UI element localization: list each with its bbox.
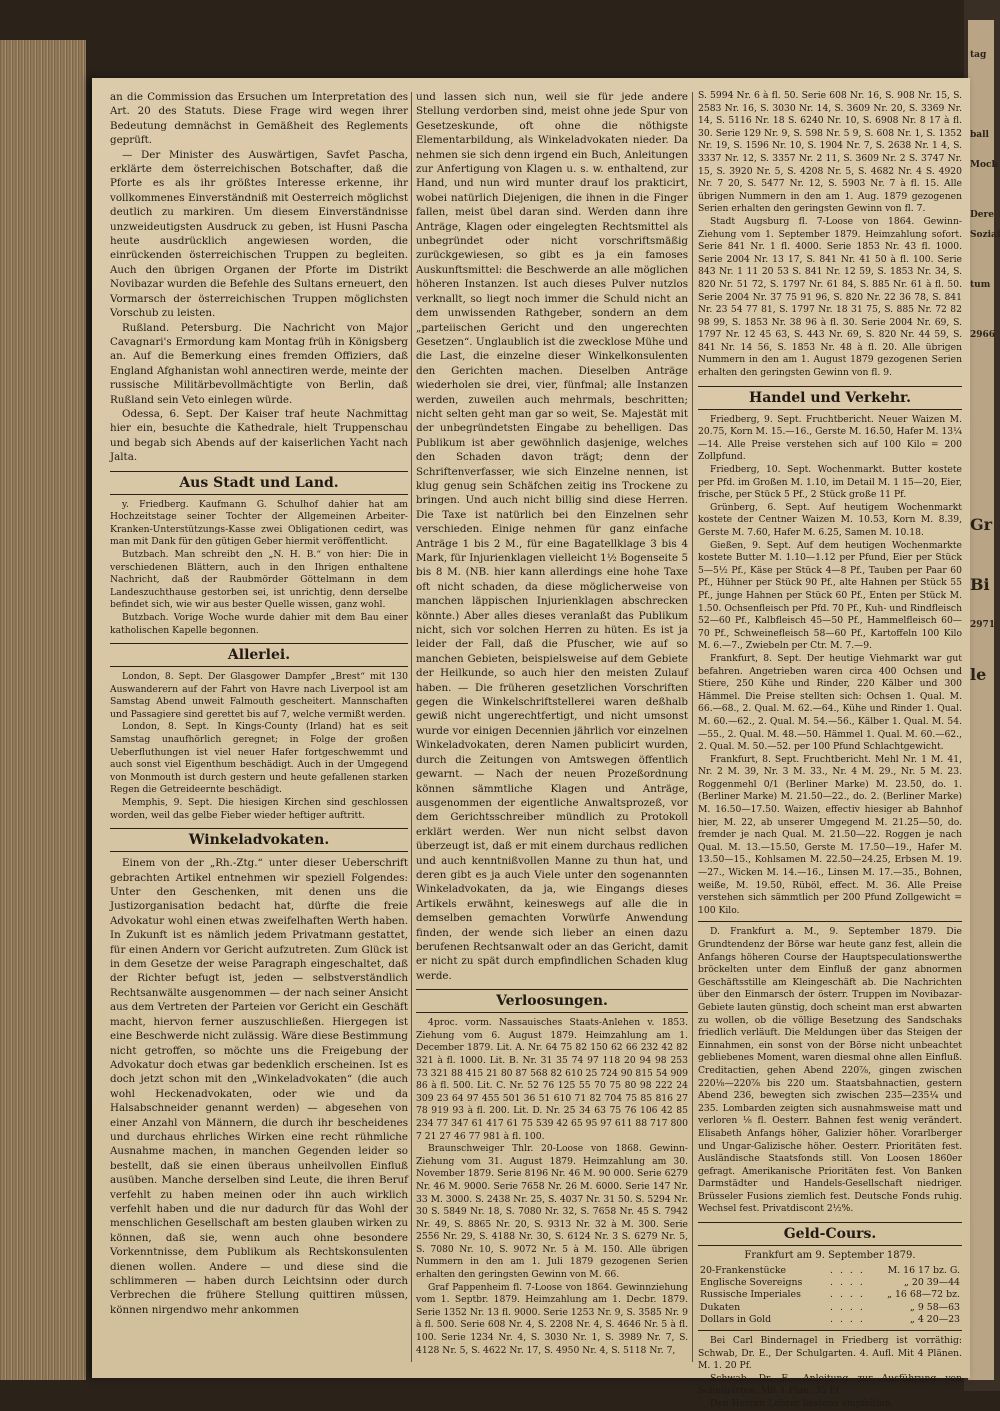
section-heading-stadt-land: Aus Stadt und Land. <box>110 471 408 495</box>
section-heading-winkeladvokaten: Winkeladvokaten. <box>110 828 408 852</box>
local-news-item: y. Friedberg. Kaufmann G. Schulhof dahier hat am Hochzeitstage seiner Tochter der Allgemeinen Arbeiter-Kranken-Unterstützungs-Kasse zwei Obligationen cedirt, was man mit Dank für den gütigen Geber hiermit veröffentlicht. <box>110 498 408 548</box>
section-heading-handel: Handel und Verkehr. <box>698 386 962 410</box>
article-paragraph: Einem von der „Rh.-Ztg.“ unter dieser Ueberschrift gebrachten Artikel entnehmen wir speziell Folgendes: Unter den Geschenken, mit denen uns die Justizorganisation bedacht hat, dürfte die freie Advokatur wohl einen etwas zweifelhaften Werth haben. In Zukunft ist es nämlich jedem Privatmann gestattet, für einen Andern vor Gericht aufzutreten. Zum Glück ist in dem Gesetze der weise Paragraph eingeschaltet, daß der Richter befugt ist, jeden — selbstverständlich Rechtsanwälte ausgenommen — der nach seiner Ansicht aus dem Vertreten der Parteien vor Gericht ein Geschäft macht, hiervon ferner auszuschließen. Hiergegen ist eine Beschwerde nicht zulässig. Wäre diese Bestimmung nicht getroffen, so möchte uns die Freigebung der Advokatur doch etwas gar bedenklich erscheinen. Ist es doch jetzt schon mit den „Winkeladvokaten“ (die auch wohl Heckenadvokaten, oder wie und da Halsabschneider genannt werden) — abgesehen von einer Anzahl von Männern, die durch ihr bescheidenes und durchaus ehrliches Wirken eine recht rühmliche Ausnahme machen, in manchen Gegenden leider so bestellt, daß sie einen überaus unheilvollen Einfluß ausüben. Manche derselben sind Leute, die ihren Beruf verfehlt zu haben meinen oder ihn auch wirklich verfehlt haben und die nur dadurch für das Wohl der menschlichen Gesellschaft am besten glauben wirken zu können, daß sie, wenn auch ohne besondere Vorkenntnisse, dem Publikum als Rechtskonsulenten dienen wollen. Andere — und diese sind die schlimmeren — haben durch Leichtsinn oder durch Verbrechen die frühere Stellung quittiren müssen, können nirgendwo mehr ankommen <box>110 857 408 1316</box>
rate-label: Dollars in Gold <box>700 1313 772 1325</box>
column-divider <box>411 92 412 1362</box>
section-heading-allerlei: Allerlei. <box>110 643 408 667</box>
section-heading-geld-cours: Geld-Cours. <box>698 1222 962 1246</box>
strip-fragment: Sozial <box>970 230 1000 240</box>
strip-fragment: le <box>970 665 987 684</box>
article-paragraph: Odessa, 6. Sept. Der Kaiser traf heute Nachmittag hier ein, besuchte die Kathedrale, hielt Truppenschau und begab sich Abends auf der kaiserlichen Yacht nach Jalta. <box>110 407 408 464</box>
rate-label: Englische Sovereigns <box>700 1277 803 1289</box>
table-row: Dollars in Gold . . . . „ 4 20—23 <box>700 1313 960 1325</box>
strip-fragment: ball <box>970 130 989 140</box>
news-item: London, 8. Sept. In Kings-County (Irland) hat es seit Samstag unaufhörlich geregnet; in Folge der großen Ueberfluthungen ist viel neuer Hafer fortgeschwemmt und auch sonst viel Eigenthum beschädigt. Auch in der Umgegend von Monmouth ist durch gestern und heute gefallenen starken Regen die Getreideernte beschädigt. <box>110 721 408 796</box>
article-paragraph: und lassen sich nun, weil sie für jede andere Stellung verdorben sind, meist ohne jede Spur von Gesetzeskunde, oft ohne die nöthigste Elementarbildung, als Winkeladvokaten nieder. Da nehmen sie sich denn irgend ein Buch, Anleitungen zur Anfertigung von Klagen u. s. w. enthaltend, zur Hand, und nun wird munter drauf los prakticirt, wobei natürlich Diejenigen, die ihnen in die Finger fallen, meist übel daran sind. Werden dann ihre Anträge, Klagen oder eingelegten Rechtsmittel als unbegründet oder nicht vorschriftsmäßig zurückgewiesen, so gibt es ja ein famoses Auskunftsmittel: die Beschwerde an alle möglichen höheren Instanzen. Ist auch dieses Pulver nutzlos verknallt, so liegt noch immer die Schuld nicht an dem unwissenden Rathgeber, sondern an dem „parteiischen Gericht und den ungerechten Gesetzen“. Unglaublich ist die zwecklose Mühe und die Last, die einzelne dieser Winkelkonsulenten den Gerichten machen. Dieselben Anträge wiederholen sie drei, vier, fünfmal; alle Instanzen werden, zuweilen auch mehrmals, beschritten; nicht selten geht man gar so weit, Se. Majestät mit der unbegründetsten Eingabe zu behelligen. Das Publikum ist aber gewöhnlich dasjenige, welches den Schaden davon trägt; denn der Schriftenverfasser, wie sich Einzelne nennen, ist klug genug sein Schäfchen zeitig ins Trockene zu bringen. Und auch nicht billig sind diese Herren. Die Taxe ist natürlich bei den Einzelnen sehr verschieden. Einige nehmen für ganz einfache Anträge 1 bis 2 M., für eine Bagatellklage 3 bis 4 Mark, für Injurienklagen vielleicht 1½ Bogenseite 5 bis 8 M. (NB. hier kann allerdings eine hohe Taxe oft nicht schaden, da diese möglicherweise von manchen läppischen Injurienklagen abschrecken könnte.) Aber alles dieses veranlaßt das Publikum nicht, sich vor solchen Herren zu hüten. Es ist ja leider der Fall, daß die Pfuscher, wie auf so manchen Gebieten, beispielsweise auf dem Gebiete der Heilkunde, so auch hier den meisten Zulauf haben. — Die früheren gesetzlichen Vorschriften gegen die Winkelschriftstellerei waren deßhalb gewiß nicht ungerechtfertigt, und nicht umsonst wurde vor einigen Decennien jährlich vor einzelnen Winkeladvokaten, deren Namen publicirt wurden, durch die Zeitungen von Amtswegen öffentlich gewarnt. — Nach der neuen Prozeßordnung können sämmtliche Klagen und Anträge, ausgenommen der eigentliche Anwaltsprozeß, vor dem Gerichtsschreiber mündlich zu Protokoll erklärt werden. Wer nun nicht selbst davon überzeugt ist, daß er mit einem durchaus redlichen und auch kenntnißvollen Manne zu thun hat, und deren gibt es ja auch Viele unter den sogenannten Winkeladvokaten, da ja, wie Eingangs dieses Artikels erwähnt, keineswegs auf alle die in demselben gemachten Vorwürfe Anwendung finden, der wende sich lieber an einen dazu berufenen Rechtsanwalt oder an das Gericht, damit er nicht zu spät durch empfindlichen Schaden klug werde. <box>416 91 688 982</box>
rate-value: M. 16 17 bz. G. <box>887 1265 960 1277</box>
rate-label: 20-Frankenstücke <box>700 1265 787 1277</box>
article-paragraph: an die Commission das Ersuchen um Interpretation des Art. 20 des Statuts. Diese Frage wird wegen ihrer Bedeutung demnächst in Gemäßheit des Reglements geprüft. <box>110 91 408 147</box>
strip-fragment: Moch <box>970 160 998 170</box>
rate-value: „ 4 20—23 <box>909 1313 960 1325</box>
divider <box>698 921 962 922</box>
column-middle <box>416 90 688 1357</box>
strip-fragment: Gr <box>970 515 993 534</box>
lottery-item: Stadt Augsburg fl. 7-Loose von 1864. Gewinn-Ziehung vom 1. September 1879. Heimzahlung sofort. Serie 841 Nr. 1 fl. 4000. Serie 1853 Nr. 43 fl. 1000. Serie 2004 Nr. 13 17, S. 841 Nr. 41 50 à fl. 100. Serie 843 Nr. 1 11 20 53 S. 841 Nr. 12 59, S. 1853 Nr. 34, S. 820 Nr. 51 72, S. 1797 Nr. 61 84, S. 885 Nr. 61 à fl. 50. Serie 2004 Nr. 37 75 91 96, S. 820 Nr. 22 36 78, S. 841 Nr. 23 54 77 81, S. 1797 Nr. 18 31 75, S. 885 Nr. 72 82 98 99, S. 1853 Nr. 38 96 à fl. 30. Serie 2004 Nr. 69, S. 1797 Nr. 12 45 63, S. 443 Nr. 69, S. 820 Nr. 44 59, S. 841 Nr. 14 56, S. 1853 Nr. 48 à fl. 20. Alle übrigen Nummern in den am 1. August 1879 gezogenen Serien erhalten den geringsten Gewinn von fl. 9. <box>698 215 962 379</box>
strip-fragment: 2971 <box>970 620 996 630</box>
local-news-item: Butzbach. Vorige Woche wurde dahier mit dem Bau einer katholischen Kapelle begonnen. <box>110 611 408 636</box>
news-item: London, 8. Sept. Der Glasgower Dampfer „Brest“ mit 130 Auswanderern auf der Fahrt von Havre nach Liverpool ist am Samstag Abend unweit Falmouth gescheitert. Mannschaften und Passagiere sind gerettet bis auf 7, welche vermißt werden. <box>110 671 408 720</box>
market-report: Friedberg, 9. Sept. Fruchtbericht. Neuer Waizen M. 20.75, Korn M. 15.—16., Gerste M. 16.50, Hafer M. 13¼—14. Alle Preise verstehen sich auf 100 Kilo = 200 Zollpfund. <box>698 413 962 463</box>
section-heading-verloosungen: Verloosungen. <box>416 989 688 1013</box>
rate-value: „ 20 39—44 <box>904 1277 960 1289</box>
strip-fragment: Bi <box>970 575 990 594</box>
lottery-item: 4proc. vorm. Nassauisches Staats-Anlehen v. 1853. Ziehung vom 6. August 1879. Heimzahlung am 1. December 1879. Lit. A. Nr. 64 75 82 150 62 66 232 42 82 321 à fl. 1000. Lit. B. Nr. 31 35 74 97 118 20 94 98 253 73 321 88 415 21 80 87 568 82 610 25 724 90 815 54 909 86 à fl. 500. Lit. C. Nr. 52 76 125 55 70 75 80 98 222 24 309 23 64 97 455 501 36 51 610 71 82 704 75 85 816 27 78 919 93 à fl. 200. Lit. D. Nr. 25 34 63 75 76 106 42 85 234 77 347 61 417 61 75 539 42 65 95 97 611 88 717 800 7 21 27 46 77 981 à fl. 100. <box>416 1017 688 1142</box>
advertisement: Den Herren Lehrer bestens empfohlen. <box>710 1398 894 1410</box>
column-right <box>698 90 962 1411</box>
book-page-edges <box>0 40 86 1380</box>
market-report: Grünberg, 6. Sept. Auf heutigem Wochenmarkt kostete der Centner Waizen M. 10.53, Korn M. 8.39, Gerste M. 7.60, Hafer M. 6.25, Samen M. 10.18. <box>698 501 962 538</box>
market-report: Frankfurt, 8. Sept. Fruchtbericht. Mehl Nr. 1 M. 41, Nr. 2 M. 39, Nr. 3 M. 33., Nr. 4 M. 29., Nr. 5 M. 23. Roggenmehl 0/1 (Berliner Marke) M. 23.50, do. 1. (Berliner Marke) M. 21.50—22., do. 2. (Berliner Marke) M. 16.50—17.50. Waizen, effectiv hiesiger ab Bahnhof hier, M. 22, ab unserer Umgegend M. 21.25—50, do. fremder je nach Qual. M. 21.50—22. Roggen je nach Qual. M. 13.—15.50, Gerste M. 17.50—19., Hafer M. 13.50—15., Kohlsamen M. 22.50—24.25, Erbsen M. 19.—27., Wicken M. 14.—16., Linsen M. 17.—35., Bohnen, weiße, M. 19.50, Rüböl, effect. M. 36. Alle Preise verstehen sich sämmtlich per 200 Pfund Zollgewicht = 100 Kilo. <box>698 753 962 916</box>
table-row: Russische Imperiales . . . . „ 16 68—72 bz. <box>700 1289 960 1301</box>
lottery-item: Graf Pappenheim fl. 7-Loose von 1864. Gewinnziehung vom 1. Septbr. 1879. Heimzahlung am 1. Decbr. 1879. Serie 1352 Nr. 13 fl. 9000. Serie 1253 Nr. 9, S. 3585 Nr. 9 à fl. 500. Serie 608 Nr. 4, S. 2208 Nr. 4, S. 4646 Nr. 5 à fl. 100. Serie 1234 Nr. 4, S. 3030 Nr. 1, S. 3989 Nr. 7, S. 4128 Nr. 5, S. 4622 Nr. 17, S. 4950 Nr. 4, S. 5118 Nr. 7, <box>416 1281 688 1356</box>
article-paragraph: Rußland. Petersburg. Die Nachricht von Major Cavagnari's Ermordung kam Montag früh in Königsberg an. Auf die Bemerkung eines fremden Offiziers, daß England Afghanistan wohl annectiren werde, meinte der russische Militärbevollmächtigte von Berlin, daß Rußland sein Veto einlegen würde. <box>110 321 408 406</box>
strip-fragment: tag <box>970 50 987 60</box>
news-item: Memphis, 9. Sept. Die hiesigen Kirchen sind geschlossen worden, weil das gelbe Fieber wieder heftiger auftritt. <box>110 797 408 821</box>
exchange-rate-table <box>698 1265 962 1326</box>
rate-label: Dukaten <box>700 1301 741 1313</box>
geld-cours-date: Frankfurt am 9. September 1879. <box>744 1250 916 1262</box>
column-divider <box>692 92 693 1362</box>
advertisement: Schwab, Dr. E., Anleitung zur Ausführung von Schulgärten. Mit 1 Plan. 35 Pf. <box>698 1372 962 1397</box>
adjacent-page-strip <box>968 20 1000 1380</box>
strip-fragment: tum <box>970 280 991 290</box>
table-row: Englische Sovereigns . . . . „ 20 39—44 <box>700 1277 960 1289</box>
strip-fragment: Dere <box>970 210 994 220</box>
rate-value: „ 9 58—63 <box>909 1301 960 1313</box>
advertisement: Bei Carl Bindernagel in Friedberg ist vorräthig: Schwab, Dr. E., Der Schulgarten. 4. Aufl. Mit 4 Plänen. M. 1. 20 Pf. <box>698 1335 962 1372</box>
lottery-item: S. 5994 Nr. 6 à fl. 50. Serie 608 Nr. 16, S. 908 Nr. 15, S. 2583 Nr. 16, S. 3030 Nr. 14, S. 3609 Nr. 20, S. 3369 Nr. 14, S. 5116 Nr. 18 S. 6240 Nr. 10, S. 6908 Nr. 8 17 à fl. 30. Serie 129 Nr. 9, S. 598 Nr. 5 9, S. 608 Nr. 1, S. 1352 Nr. 19, S. 1596 Nr. 10, S. 1904 Nr. 7, S. 2638 Nr. 1 4, S. 3337 Nr. 12, S. 3357 Nr. 2 11, S. 3609 Nr. 2 S. 3747 Nr. 15, S. 3920 Nr. 5, S. 4208 Nr. 5, S. 4682 Nr. 4 S. 4920 Nr. 7 20, S. 5477 Nr. 12, S. 5903 Nr. 7 à fl. 15. Alle übrigen Nummern in den am 1. Aug. 1879 gezogenen Serien erhalten den geringsten Gewinn von fl. 7. <box>698 90 962 215</box>
rate-value: „ 16 68—72 bz. <box>887 1289 960 1301</box>
local-news-item: Butzbach. Man schreibt den „N. H. B.“ von hier: Die in verschiedenen Blättern, auch in den Ihrigen enthaltene Nachricht, daß der Raubmörder Göttelmann in dem Landeszuchthause gestorben sei, ist unrichtig, denn derselbe befindet sich, wie wir aus bester Quelle wissen, ganz wohl. <box>110 548 408 611</box>
column-left <box>110 90 408 1317</box>
market-report: Friedberg, 10. Sept. Wochenmarkt. Butter kostete per Pfd. im Großen M. 1.10, im Detail M. 1 15—20, Eier, frische, per Stück 5 Pf., 2 Stück große 11 Pf. <box>698 464 962 501</box>
market-report: Frankfurt, 8. Sept. Der heutige Viehmarkt war gut befahren. Angetrieben waren circa 400 Ochsen und Stiere, 250 Kühe und Rinder, 220 Kälber und 300 Hämmel. Die Preise stellten sich: Ochsen 1. Qual. M. 66.—68., 2. Qual. M. 62.—64., Kühe und Rinder 1. Qual. M. 60.—62., 2. Qual. M. 54.—56., Kälber 1. Qual. M. 54.—55., 2. Qual. M. 48.—50. Hämmel 1. Qual. M. 60.—62., 2. Qual. M. 50.—52. per 100 Pfund Schlachtgewicht. <box>698 652 962 753</box>
rate-label: Russische Imperiales <box>700 1289 801 1301</box>
divider <box>698 1330 962 1331</box>
newspaper-page <box>92 78 970 1410</box>
lottery-item: Braunschweiger Thlr. 20-Loose von 1868. Gewinn-Ziehung vom 31. August 1879. Heimzahlung am 30. November 1879. Serie 8196 Nr. 46 M. 90 000. Serie 6279 Nr. 46 M. 9000. Serie 7658 Nr. 26 M. 6000. Serie 147 Nr. 33 M. 3000. S. 2438 Nr. 25, S. 4037 Nr. 31 50. S. 5294 Nr. 30 S. 5849 Nr. 18, S. 7080 Nr. 32, S. 7658 Nr. 45 S. 7942 Nr. 49, S. 8865 Nr. 20, S. 9313 Nr. 32 à M. 300. Serie 2556 Nr. 29, S. 4188 Nr. 30, S. 6124 Nr. 3 S. 6279 Nr. 5, S. 7080 Nr. 10, S. 9072 Nr. 5 à M. 150. Alle übrigen Nummern in den am 1. Juli 1879 gezogenen Serien erhalten den geringsten Gewinn von M. 66. <box>416 1143 688 1281</box>
market-report: Gießen, 9. Sept. Auf dem heutigen Wochenmarkte kostete Butter M. 1.10—1.12 per Pfund, Eier per Stück 5—5½ Pf., Käse per Stück 4—8 Pf., Tauben per Paar 60 Pf., Hühner per Stück 90 Pf., alte Hahnen per Stück 55 Pf., junge Hahnen per Stück 60 Pf., Enten per Stück M. 1.50. Ochsenfleisch per Pfd. 70 Pf., Kuh- und Rindfleisch 52—60 Pf., Kalbfleisch 45—50 Pf., Hammelfleisch 60—70 Pf., Schweinefleisch 58—60 Pf., Kartoffeln 100 Kilo M. 6.—7., Zwiebeln per Ctr. M. 7.—9. <box>698 539 962 652</box>
table-row: Dukaten . . . . „ 9 58—63 <box>700 1301 960 1313</box>
stock-report: D. Frankfurt a. M., 9. September 1879. Die Grundtendenz der Börse war heute ganz fest, allein die Anfangs höheren Course der Hauptspeculationswerthe bröckelten unter dem Einfluß der ganz abnormen Geschäftsstille am Kleingeschäft ab. Die Nachrichten über den Einmarsch der österr. Truppen im Novibazar-Gebiete lauten günstig, doch scheint man erst abwarten zu wollen, ob die völlige Besetzung des Sandschaks friedlich verläuft. Die Meldungen über das Steigen der Einnahmen, ein sonst von der Börse nicht unbeachtet gebliebenes Moment, waren diesmal ohne allen Einfluß. Creditactien, gehen Abend 220⅞, gingen zwischen 220⅛—220⅞ bis 220 um. Staatsbahnactien, gestern Abend 236, bewegten sich zwischen 235—235¼ und 235. Lombarden zeigten sich ausnahmsweise matt und verloren ⅛ fl. Oesterr. Bahnen fest wenig verändert. Elisabeth Anfangs höher, Galizier höher. Vorarlberger und Ungar-Galizische höher. Oesterr. Prioritäten fest. Ausländische Staatsfonds still. Von Loosen 1860er gefragt. Amerikanische Prioritäten fest. Von Banken Darmstädter und Handels-Gesellschaft niedriger. Brüsseler Fusions ziemlich fest. Deutsche Fonds ruhig. Wechsel fest. Privatdiscont 2½%. <box>698 926 962 1215</box>
article-paragraph: — Der Minister des Auswärtigen, Savfet Pascha, erklärte dem österreichischen Botschafter, daß die Pforte es als ihr größtes Interesse erkenne, ihr vollkommenes Einverständniß mit Oesterreich möglichst deutlich zu markiren. Um diesem Einverständnisse unzweideutigsten Ausdruck zu geben, ist Husni Pascha heute ausdrücklich angewiesen worden, die einrückenden österreichischen Truppen zu begleiten. Auch den übrigen Organen der Pforte im Distrikt Novibazar wurden die Befehle des Sultans erneuert, den Vormarsch der österreichischen Truppen möglichsten Vorschub zu leisten. <box>110 148 408 320</box>
strip-fragment: 2966 <box>970 330 996 340</box>
table-row: 20-Frankenstücke . . . . M. 16 17 bz. G. <box>700 1265 960 1277</box>
